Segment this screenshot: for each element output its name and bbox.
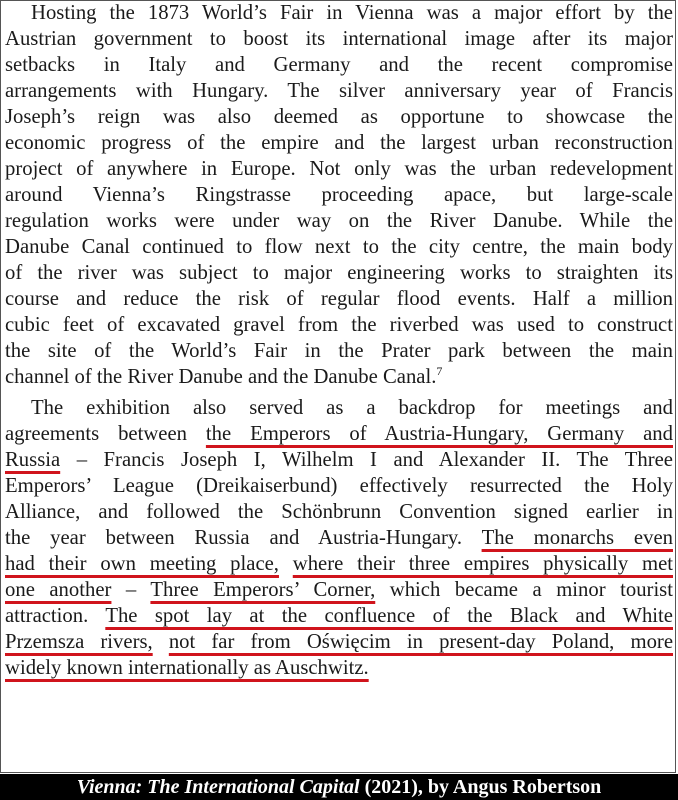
p1-line-7: project of anywhere in Europe. Not only was the urban redevelopment xyxy=(5,158,673,180)
underlined-phrase-meeting-place: had their own meeting place, xyxy=(5,553,279,575)
p1-line-15 xyxy=(5,364,673,390)
p1-line-11: of the river was subject to major engineering works to straighten its xyxy=(5,262,673,284)
underlined-phrase-przemsza: Przemsza rivers, xyxy=(5,631,153,653)
p2-line-2 xyxy=(5,421,673,447)
p1-line-8: around Vienna’s Ringstrasse proceeding apace, but large-scale xyxy=(5,184,673,206)
p1-line-14: the site of the World’s Fair in the Prater park between the main xyxy=(5,340,673,362)
p1-line-12: course and reduce the risk of regular flood events. Half a million xyxy=(5,288,673,310)
caption-attribution: (2021), by Angus Robertson xyxy=(359,776,602,798)
p2-text: the year between Russia and Austria-Hungary. xyxy=(5,527,482,549)
underlined-phrase-russia: Russia xyxy=(5,449,61,471)
underlined-phrase-corner: Three Emperors’ Corner, xyxy=(150,579,376,601)
p2-line-4: Emperors’ League (Dreikaiserbund) effectively resurrected the Holy xyxy=(5,475,673,497)
underlined-phrase-empires-met: where their three empires physically met xyxy=(292,553,673,575)
p2-line-8 xyxy=(5,577,673,603)
underlined-phrase-oswiecim: not far from Oświęcim in present-day Poland, more xyxy=(168,631,674,653)
underlined-phrase-emperors: the Emperors of Austria-Hungary, Germany and xyxy=(205,423,673,445)
p2-text xyxy=(279,553,293,575)
p1-line-13: cubic feet of excavated gravel from the riverbed was used to construct xyxy=(5,314,673,336)
p2-line-1: The exhibition also served as a backdrop for meetings and xyxy=(31,397,673,419)
p2-text: – Francis Joseph I, Wilhelm I and Alexander II. The Three xyxy=(60,449,673,471)
p1-line-5: Joseph’s reign was also deemed as opportune to showcase the xyxy=(5,106,673,128)
p1-line-15-text: channel of the River Danube and the Danube Canal. xyxy=(5,366,437,388)
p2-text: – xyxy=(111,579,151,601)
p2-text xyxy=(153,631,169,653)
p2-line-11 xyxy=(5,655,673,681)
p2-text: agreements between xyxy=(5,423,206,445)
p2-line-5: Alliance, and followed the Schönbrunn Convention signed earlier in xyxy=(5,501,673,523)
p1-line-6: economic progress of the empire and the largest urban reconstruction xyxy=(5,132,673,154)
p2-line-7 xyxy=(5,551,673,577)
underlined-phrase-auschwitz: widely known internationally as Auschwitz. xyxy=(5,657,369,679)
book-title: Vienna: The International Capital xyxy=(76,776,360,798)
p1-line-4: arrangements with Hungary. The silver anniversary year of Francis xyxy=(5,80,673,102)
p1-line-10: Danube Canal continued to flow next to the city centre, the main body xyxy=(5,236,673,258)
underlined-phrase-monarchs: The monarchs even xyxy=(481,527,673,549)
p1-line-1: Hosting the 1873 World’s Fair in Vienna was a major effort by the xyxy=(31,2,673,24)
p2-line-3 xyxy=(5,447,673,473)
p2-text: attraction. xyxy=(5,605,106,627)
underlined-phrase-confluence: The spot lay at the confluence of the Black and White xyxy=(105,605,673,627)
p1-line-2: Austrian government to boost its international image after its major xyxy=(5,28,673,50)
p2-line-9 xyxy=(5,603,673,629)
p1-line-3: setbacks in Italy and Germany and the recent compromise xyxy=(5,54,673,76)
p2-line-10 xyxy=(5,629,673,655)
p2-text: which became a minor tourist xyxy=(375,579,673,601)
underlined-phrase-one-another: one another xyxy=(5,579,112,601)
p1-line-9: regulation works were under way on the River Danube. While the xyxy=(5,210,673,232)
p2-line-6 xyxy=(5,525,673,551)
footnote-marker: 7 xyxy=(436,364,443,379)
source-caption xyxy=(0,774,678,800)
